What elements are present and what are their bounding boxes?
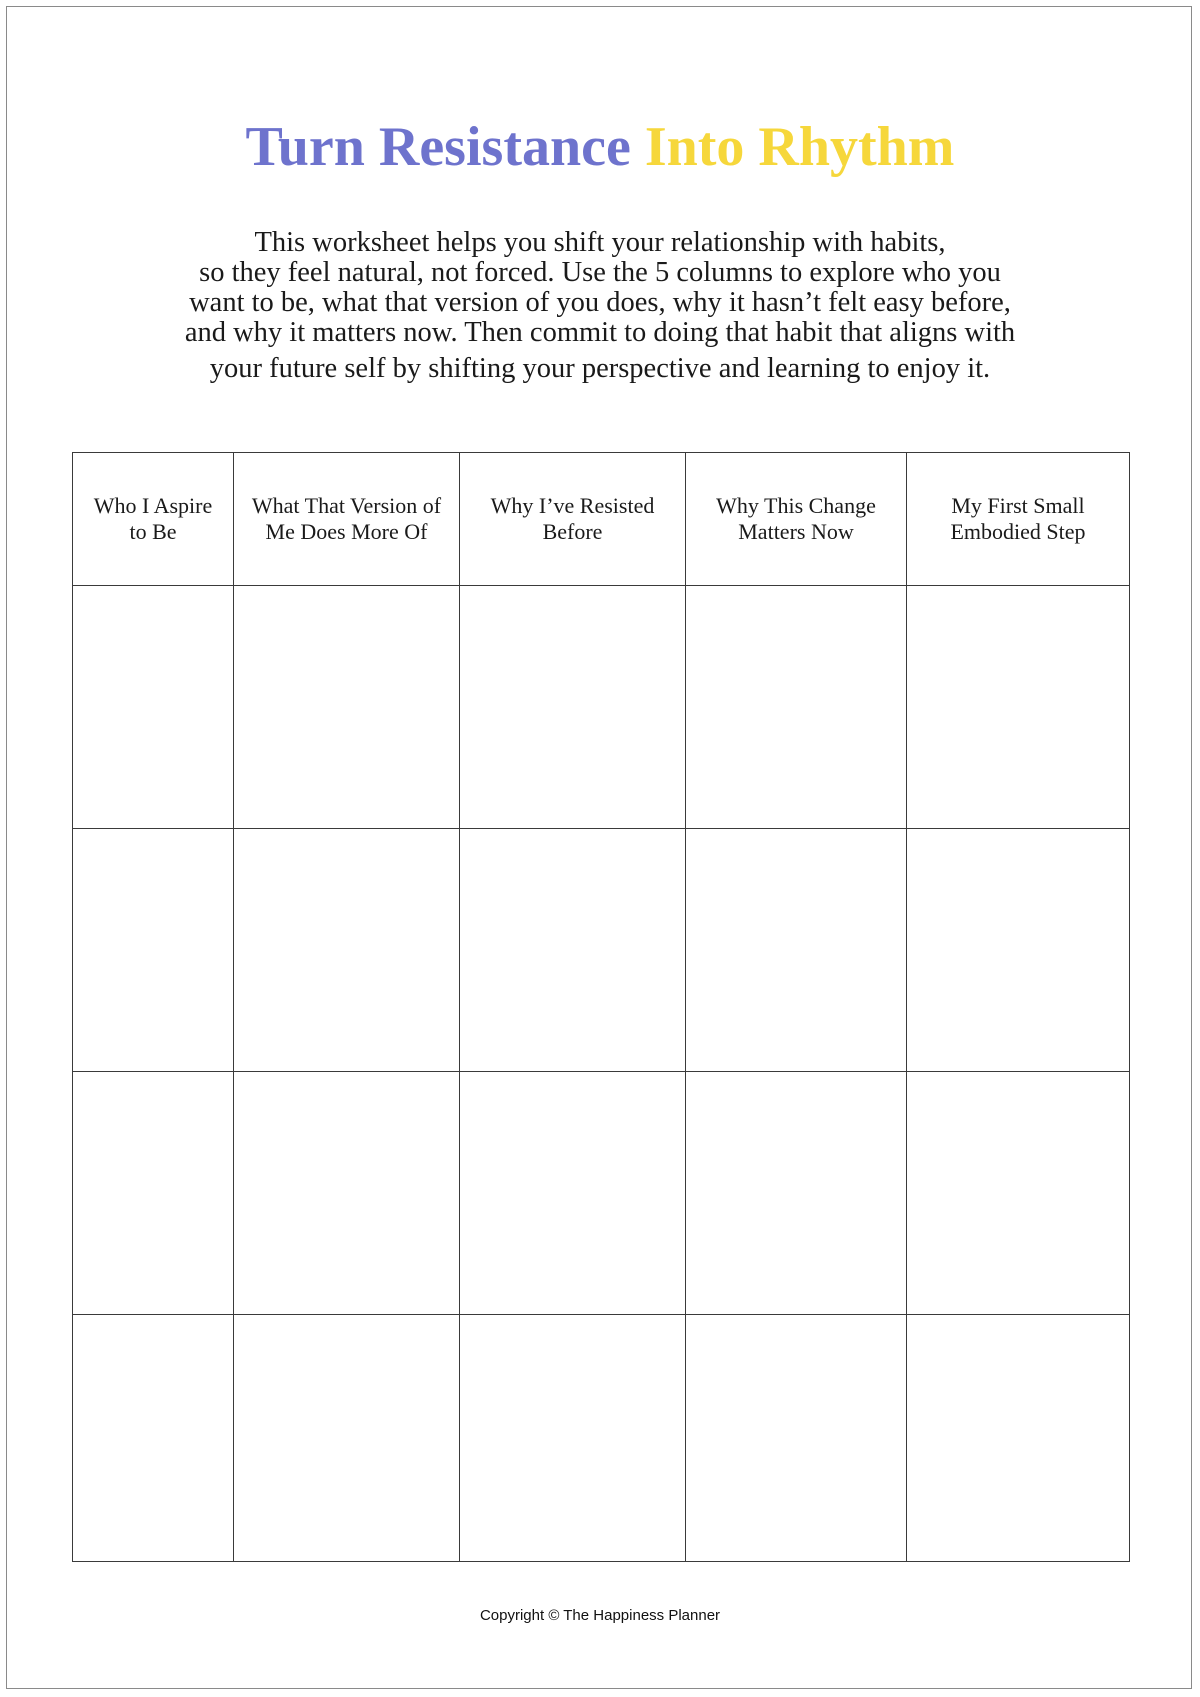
table-cell[interactable] [907,1072,1130,1315]
table-cell[interactable] [460,829,686,1072]
intro-line: your future self by shifting your perspective and learning to enjoy it. [209,353,991,384]
table-row [73,1315,1130,1562]
column-header-who-i-aspire: Who I Aspire to Be [73,453,234,586]
table-cell[interactable] [73,586,234,829]
table-row [73,1072,1130,1315]
copyright-notice: Copyright © The Happiness Planner [479,1607,721,1624]
page-title [0,112,1200,182]
table-cell[interactable] [73,1072,234,1315]
title-part-2: Into Rhythm [644,116,955,178]
column-header-why-resisted: Why I’ve Resisted Before [460,453,686,586]
table-cell[interactable] [907,586,1130,829]
table-cell[interactable] [686,1072,907,1315]
column-header-first-small-step: My First Small Embodied Step [907,453,1130,586]
title-part-1: Turn Resistance [245,116,631,178]
column-header-why-change-matters: Why This Change Matters Now [686,453,907,586]
table-cell[interactable] [460,586,686,829]
table-cell[interactable] [686,586,907,829]
table-cell[interactable] [686,829,907,1072]
table-cell[interactable] [234,586,460,829]
intro-line: and why it matters now. Then commit to doing that habit that aligns with [184,317,1016,348]
intro-line: want to be, what that version of you does, why it hasn’t felt easy before, [189,287,1011,318]
column-header-what-that-version-does: What That Version of Me Does More Of [234,453,460,586]
table-row [73,829,1130,1072]
intro-paragraph [130,228,1070,384]
table-cell[interactable] [73,829,234,1072]
worksheet-table [72,452,1130,1562]
table-cell[interactable] [234,1315,460,1562]
table-cell[interactable] [73,1315,234,1562]
table-cell[interactable] [686,1315,907,1562]
table-cell[interactable] [907,829,1130,1072]
table-cell[interactable] [460,1315,686,1562]
table-row [73,586,1130,829]
table-cell[interactable] [907,1315,1130,1562]
intro-line: so they feel natural, not forced. Use the 5 columns to explore who you [199,257,1001,288]
table-cell[interactable] [460,1072,686,1315]
header-row [73,453,1130,586]
table-cell[interactable] [234,1072,460,1315]
intro-line: This worksheet helps you shift your relationship with habits, [254,227,946,258]
table-cell[interactable] [234,829,460,1072]
